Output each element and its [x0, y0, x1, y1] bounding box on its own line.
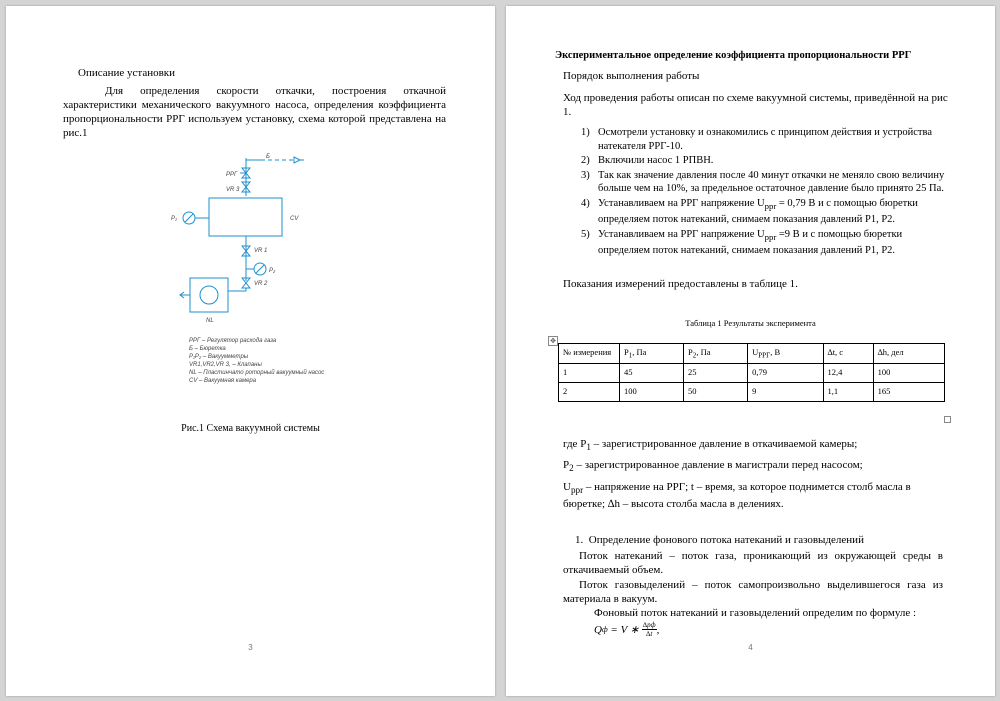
step-item	[563, 154, 950, 168]
table-caption: Таблица 1 Результаты эксперимента	[685, 318, 816, 328]
page-heading: Экспериментальное определение коэффициента пропорциональности РРГ	[555, 50, 912, 61]
table-cell: 100	[873, 363, 944, 382]
formula-eq: = V ∗	[607, 624, 642, 636]
table-cell: 50	[684, 382, 748, 401]
step-text-tail: =9 В и с помощью бюретки определяем поток натеканий, снимаем показания давлений P1, P2.	[598, 228, 903, 257]
table-header-row	[559, 344, 945, 364]
table-row	[559, 382, 945, 401]
table-header-cell: $P_2$, Па	[684, 344, 748, 364]
legend-item: CV – Вакуумная камера	[189, 378, 257, 384]
order-intro: Ход проведения работы описан по схеме вакуумной системы, приведённой на рис 1.	[563, 92, 948, 118]
label-rrg: РРГ	[226, 172, 238, 178]
formula-q-sub: ф	[601, 625, 608, 634]
definition-u: $U_{ppr}$ – напряжение на РРГ; t – время, за которое поднимется столб масла в бюретке; ∆h – высота столба масла в делениях.	[563, 481, 911, 511]
section-number: 1.	[575, 534, 584, 546]
legend-item: VR1,VR2,VR 3, – Клапаны	[189, 362, 262, 368]
page-4	[506, 6, 995, 696]
table-cell: 0,79	[748, 363, 823, 382]
step-text-tail: = 0,79 В и с помощью бюретки определяем поток натеканий, снимаем показания давлений P1, P2.	[598, 197, 918, 226]
legend-item: Б – Бюретка	[189, 346, 226, 352]
step-text: Так как значение давления после 40 минут откачки не меняло свою величину больше чем на 10%, за предельное остаточное давление было принято 25 Па.	[598, 169, 945, 194]
formula-denominator: ∆t	[646, 630, 653, 638]
step-text: Устанавливаем на РРГ напряжение U	[598, 228, 765, 240]
step-number: 2)	[581, 155, 590, 166]
table-cell: 2	[559, 382, 620, 401]
figure-caption: Рис.1 Схема вакуумной системы	[181, 423, 320, 434]
step-item	[563, 126, 950, 153]
table-header-cell: ∆h, дел	[873, 344, 944, 364]
table-cell: 100	[620, 382, 684, 401]
label-p2: P₂	[269, 268, 276, 274]
table-header-cell: ∆t, с	[823, 344, 873, 364]
section-title: Определение фонового потока натеканий и газовыделений	[588, 534, 864, 546]
formula-fraction	[642, 621, 657, 638]
table-move-handle-icon[interactable]: ✥	[548, 336, 558, 346]
intro-paragraph: Для определения скорости откачки, построения откачной характеристики механического вакуумного насоса, определения коэффициента пропорциональности РРГ используем установку, схема которой представлена на рис.1	[63, 85, 446, 139]
step-number: 4)	[581, 197, 590, 209]
legend-item: РРГ – Регулятор расхода газа	[189, 338, 277, 344]
legend-item: NL – Пластинчато роторный вакуумный насос	[189, 370, 325, 376]
table-header-cell: № измерения	[559, 344, 620, 364]
formula-q: Q	[594, 623, 602, 636]
label-vr1: VR 1	[254, 248, 268, 254]
step-number: 5)	[581, 228, 590, 240]
pump-nl	[190, 278, 228, 312]
step-number: 3)	[581, 169, 590, 181]
table-cell: 9	[748, 382, 823, 401]
step-text: Включили насос 1 РПВН.	[598, 155, 714, 166]
steps-list	[563, 126, 950, 259]
label-nl: NL	[206, 318, 214, 323]
label-vr3: VR 3	[226, 187, 240, 193]
legend-item: P₁P₂ – Вакуумметры	[189, 354, 249, 360]
diagram-legend	[189, 337, 324, 385]
definition-p1: где $P_1$ – зарегистрированное давление в откачиваемой камеры;	[563, 438, 858, 453]
paragraph-leak-flow: Поток натеканий – поток газа, проникающий из окружающей среды в откачиваемый объем.	[563, 550, 943, 576]
vacuum-chamber	[209, 198, 282, 236]
page-number: 3	[248, 643, 253, 652]
formula-tail: ,	[656, 623, 660, 636]
table-cell: 45	[620, 363, 684, 382]
table-cell: 25	[684, 363, 748, 382]
measurements-note: Показания измерений предоставлены в таблице 1.	[563, 278, 798, 290]
vacuum-system-diagram	[166, 148, 316, 323]
formula-numerator: ∆pф	[642, 621, 656, 629]
table-cell: 1	[559, 363, 620, 382]
table-cell: 165	[873, 382, 944, 401]
paragraph-outgassing: Поток газовыделений – поток самопроизвольно выделившегося газа из материала в вакуум.	[563, 579, 943, 605]
page-3	[6, 6, 495, 696]
step-item	[563, 169, 950, 196]
step-number: 1)	[581, 127, 590, 138]
section-heading: Описание установки	[78, 67, 176, 79]
section-heading	[575, 534, 864, 546]
page-number: 4	[748, 643, 753, 652]
formula	[594, 621, 659, 638]
step-text: Устанавливаем на РРГ напряжение U	[598, 197, 765, 209]
definition-p2: $P_2$ – зарегистрированное давление в магистрали перед насосом;	[563, 459, 863, 474]
label-vr2: VR 2	[254, 281, 268, 287]
label-b: Б	[266, 154, 270, 160]
label-p1: P₁	[171, 216, 177, 222]
order-title: Порядок выполнения работы	[563, 70, 700, 82]
pump-rotor-icon	[200, 286, 218, 304]
step-subscript: ppr	[764, 200, 777, 211]
results-table	[558, 343, 945, 402]
table-row	[559, 363, 945, 382]
paragraph-formula-intro: Фоновый поток натеканий и газовыделений определим по формуле :	[594, 607, 917, 619]
step-item	[563, 197, 950, 227]
table-cell: 1,1	[823, 382, 873, 401]
table-header-cell: $U_{РРГ}$, В	[748, 344, 823, 364]
step-subscript: ppr	[764, 231, 777, 242]
step-item	[563, 228, 950, 258]
table-cell: 12,4	[823, 363, 873, 382]
label-cv: CV	[290, 216, 299, 222]
step-text: Осмотрели установку и ознакомились с принципом действия и устройства натекателя РРГ-10.	[598, 127, 932, 152]
table-resize-handle[interactable]	[944, 416, 951, 423]
table-header-cell: $P_1$, Па	[620, 344, 684, 364]
